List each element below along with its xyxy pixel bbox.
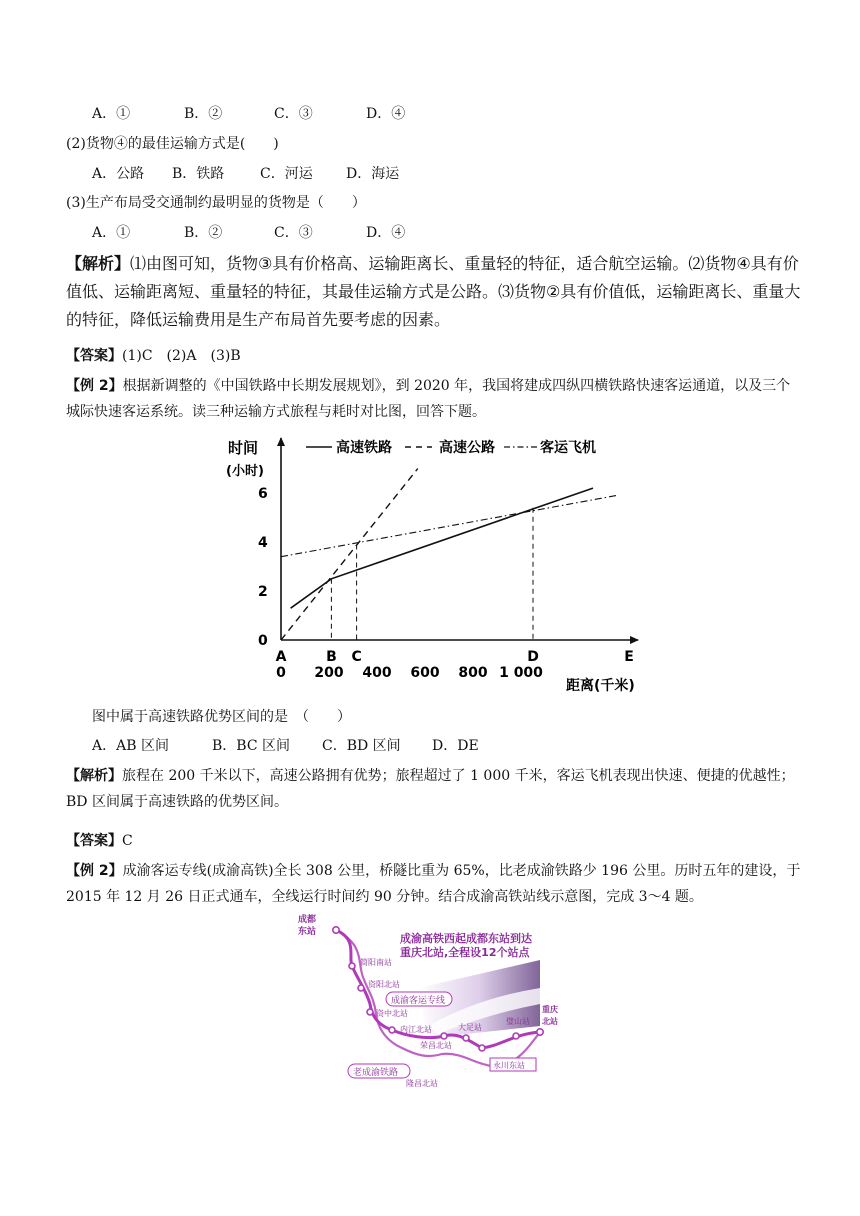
new-line-label: 成渝客运专线 bbox=[391, 996, 446, 1006]
station-zizhong: 资中北站 bbox=[376, 1009, 408, 1018]
q2-option-a[interactable]: A．公路 bbox=[92, 166, 145, 182]
y-axis-label-2: (小时) bbox=[226, 464, 264, 479]
q1-option-b[interactable]: B．② bbox=[184, 106, 223, 122]
q1-option-d[interactable]: D．④ bbox=[366, 106, 406, 122]
q4-options bbox=[92, 736, 479, 756]
q4-option-b[interactable]: B．BC 区间 bbox=[212, 738, 290, 754]
map-title-1: 成渝高铁西起成都东站到达 bbox=[400, 932, 532, 945]
q4-option-a[interactable]: A．AB 区间 bbox=[92, 738, 169, 754]
q2-options bbox=[92, 164, 399, 184]
x-tick-label: 400 bbox=[362, 665, 392, 681]
y-ticks bbox=[258, 486, 268, 649]
analysis-1-text: ⑴由图可知，货物③具有价格高、运输距离长、重量轻的特征，适合航空运输。⑵货物④具有价值低、运输距离短、重量轻的特征，其最佳运输方式是公路。⑶货物②具有价值低，运输距离长、重量大的特征，降低运输费用是生产布局首先要考虑的因素。 bbox=[66, 254, 801, 329]
answer-2-label: 【答案】 bbox=[66, 833, 122, 849]
legend-plane: 客运飞机 bbox=[540, 440, 596, 456]
series-highway bbox=[281, 469, 418, 641]
x-ticks bbox=[276, 665, 543, 681]
analysis-2-text: 旅程在 200 千米以下，高速公路拥有优势；旅程超过了 1 000 千米，客运飞机表现出快速、便捷的优越性；BD 区间属于高速铁路的优势区间。 bbox=[66, 768, 795, 810]
point-label: E bbox=[624, 649, 634, 665]
station-jianyang: 简阳南站 bbox=[360, 958, 392, 967]
station-yongchuan: 永川东站 bbox=[493, 1061, 525, 1070]
q2-stem: (2)货物④的最佳运输方式是( ) bbox=[66, 136, 279, 152]
legend-highway: 高速公路 bbox=[439, 440, 495, 456]
q3-option-a[interactable]: A．① bbox=[92, 225, 131, 241]
q1-option-c[interactable]: C．③ bbox=[274, 106, 313, 122]
station-ziyang: 资阳北站 bbox=[368, 980, 400, 989]
series-lines bbox=[281, 469, 617, 641]
y-axis-label-1: 时间 bbox=[228, 439, 259, 457]
station-chengdu-2: 东站 bbox=[298, 927, 317, 937]
q2-option-d[interactable]: D．海运 bbox=[346, 166, 400, 182]
chengyu-rail-map bbox=[278, 908, 578, 1088]
example-3-label: 【例 2】 bbox=[66, 863, 123, 879]
q3-option-c[interactable]: C．③ bbox=[274, 225, 313, 241]
station-dazu: 大足站 bbox=[458, 1023, 482, 1032]
series-airplane bbox=[281, 495, 617, 556]
analysis-2 bbox=[66, 763, 804, 815]
transport-chart bbox=[222, 434, 662, 694]
station-neijiang: 内江北站 bbox=[400, 1025, 432, 1034]
y-tick-label: 0 bbox=[258, 633, 268, 649]
legend-rail: 高速铁路 bbox=[336, 440, 392, 456]
y-tick-label: 6 bbox=[258, 486, 268, 502]
station-chongqing-1: 重庆 bbox=[542, 1005, 558, 1014]
y-tick-label: 4 bbox=[258, 535, 268, 551]
point-label: D bbox=[527, 649, 539, 665]
map-title-2: 重庆北站,全程设12个站点 bbox=[400, 946, 530, 959]
q4-option-c[interactable]: C．BD 区间 bbox=[322, 738, 401, 754]
example-3-text: 成渝客运专线(成渝高铁)全长 308 公里，桥隧比重为 65%，比老成渝铁路少 196 公里。历时五年的建设，于 2015 年 12 月 26 日正式通车，全线运行时间约 90 分钟。结合成渝高铁站线示意图，完成 3～4 题。 bbox=[66, 863, 801, 905]
x-tick-label: 200 bbox=[314, 665, 344, 681]
example-2-label: 【例 2】 bbox=[66, 378, 123, 394]
x-axis-label: 距离(千米) bbox=[566, 678, 635, 694]
example-3 bbox=[66, 858, 804, 910]
station-rongchang: 荣昌北站 bbox=[420, 1041, 452, 1050]
answer-2 bbox=[66, 831, 133, 851]
q3-option-d[interactable]: D．④ bbox=[366, 225, 406, 241]
q3-option-b[interactable]: B．② bbox=[184, 225, 223, 241]
point-label: A bbox=[275, 649, 287, 665]
point-labels bbox=[276, 649, 634, 665]
answer-2-text: C bbox=[122, 833, 133, 849]
station-chongqing-2: 北站 bbox=[542, 1017, 558, 1026]
analysis-1 bbox=[66, 250, 802, 334]
x-tick-label: 1 000 bbox=[499, 665, 543, 681]
point-label: B bbox=[326, 649, 337, 665]
point-label: C bbox=[351, 649, 362, 665]
q2-option-c[interactable]: C．河运 bbox=[260, 166, 313, 182]
q1-option-a[interactable]: A．① bbox=[92, 106, 131, 122]
q3-options bbox=[92, 223, 405, 243]
station-chengdu-1: 成都 bbox=[298, 915, 317, 925]
old-line-label: 老成渝铁路 bbox=[353, 1068, 399, 1078]
q3-stem: (3)生产布局受交通制约最明显的货物是（ ） bbox=[66, 195, 366, 211]
station-bishan: 璧山站 bbox=[506, 1017, 530, 1026]
series-high-speed-rail bbox=[291, 488, 593, 608]
answer-1-text: (1)C (2)A (3)B bbox=[122, 348, 241, 364]
station-longchang: 隆昌北站 bbox=[406, 1079, 438, 1088]
x-tick-label: 0 bbox=[276, 665, 286, 681]
x-tick-label: 800 bbox=[458, 665, 488, 681]
analysis-2-label: 【解析】 bbox=[66, 768, 122, 784]
answer-1 bbox=[66, 346, 241, 366]
drop-lines bbox=[331, 508, 533, 640]
y-tick-label: 2 bbox=[258, 584, 268, 600]
analysis-1-label: 【解析】 bbox=[66, 254, 131, 273]
q4-stem: 图中属于高速铁路优势区间的是 （ ） bbox=[92, 709, 351, 725]
example-2-text: 根据新调整的《中国铁路中长期发展规划》，到 2020 年，我国将建成四纵四横铁路快速客运通道，以及三个城际快速客运系统。读三种运输方式旅程与耗时对比图，回答下题。 bbox=[66, 378, 791, 420]
q4-option-d[interactable]: D．DE bbox=[432, 738, 479, 754]
q1-options bbox=[92, 104, 405, 124]
example-2 bbox=[66, 373, 804, 425]
answer-1-label: 【答案】 bbox=[66, 348, 122, 364]
q2-option-b[interactable]: B．铁路 bbox=[172, 166, 225, 182]
x-tick-label: 600 bbox=[410, 665, 440, 681]
